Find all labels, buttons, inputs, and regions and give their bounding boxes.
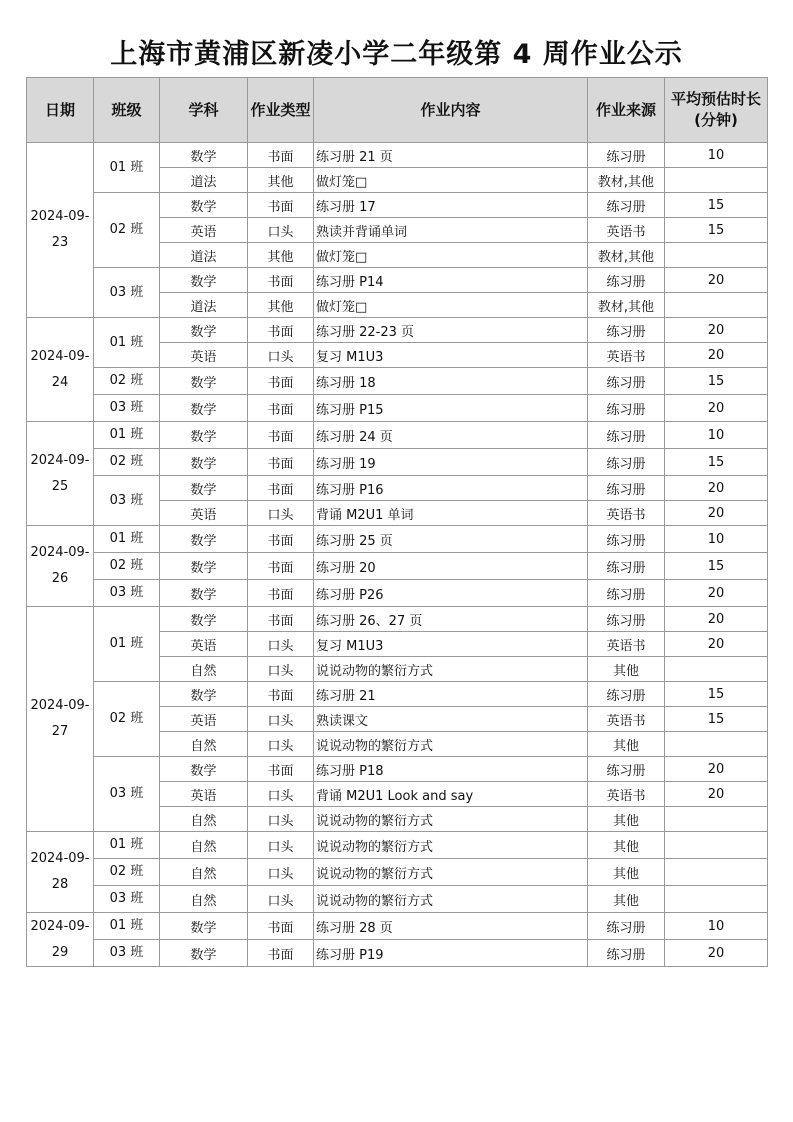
type-cell: 书面 <box>248 193 314 218</box>
subject-cell: 数学 <box>160 395 248 422</box>
type-cell: 口头 <box>248 782 314 807</box>
header-source: 作业来源 <box>588 78 665 143</box>
header-content: 作业内容 <box>314 78 588 143</box>
type-cell: 书面 <box>248 526 314 553</box>
table-row <box>27 422 768 449</box>
subject-cell: 数学 <box>160 757 248 782</box>
subject-cell: 自然 <box>160 657 248 682</box>
subject-cell: 数学 <box>160 268 248 293</box>
class-cell: 02 班 <box>94 193 160 268</box>
content-cell: 熟读课文 <box>314 707 588 732</box>
duration-cell: 10 <box>665 422 768 449</box>
duration-cell <box>665 657 768 682</box>
content-cell: 练习册 24 页 <box>314 422 588 449</box>
class-cell: 03 班 <box>94 395 160 422</box>
source-cell: 教材,其他 <box>588 168 665 193</box>
subject-cell: 数学 <box>160 526 248 553</box>
type-cell: 口头 <box>248 632 314 657</box>
source-cell: 教材,其他 <box>588 293 665 318</box>
type-cell: 书面 <box>248 757 314 782</box>
header-row <box>27 78 768 143</box>
class-cell: 03 班 <box>94 580 160 607</box>
source-cell: 英语书 <box>588 707 665 732</box>
content-cell: 练习册 P14 <box>314 268 588 293</box>
date-cell: 2024-09-27 <box>27 607 94 832</box>
type-cell: 书面 <box>248 476 314 501</box>
type-cell: 口头 <box>248 343 314 368</box>
source-cell: 练习册 <box>588 913 665 940</box>
source-cell: 其他 <box>588 832 665 859</box>
source-cell: 其他 <box>588 859 665 886</box>
date-cell: 2024-09-28 <box>27 832 94 913</box>
type-cell: 书面 <box>248 940 314 967</box>
table-row <box>27 757 768 782</box>
type-cell: 书面 <box>248 553 314 580</box>
duration-cell <box>665 807 768 832</box>
source-cell: 练习册 <box>588 268 665 293</box>
class-cell: 02 班 <box>94 859 160 886</box>
subject-cell: 自然 <box>160 886 248 913</box>
duration-cell: 10 <box>665 913 768 940</box>
subject-cell: 道法 <box>160 168 248 193</box>
source-cell: 练习册 <box>588 449 665 476</box>
duration-cell <box>665 243 768 268</box>
class-cell: 03 班 <box>94 940 160 967</box>
subject-cell: 数学 <box>160 940 248 967</box>
duration-cell: 20 <box>665 757 768 782</box>
type-cell: 其他 <box>248 293 314 318</box>
type-cell: 书面 <box>248 318 314 343</box>
table-row <box>27 143 768 168</box>
header-type: 作业类型 <box>248 78 314 143</box>
type-cell: 其他 <box>248 168 314 193</box>
source-cell: 英语书 <box>588 218 665 243</box>
duration-cell: 20 <box>665 782 768 807</box>
content-cell: 练习册 28 页 <box>314 913 588 940</box>
table-row <box>27 859 768 886</box>
header-duration: 平均预估时长(分钟) <box>665 78 768 143</box>
subject-cell: 数学 <box>160 607 248 632</box>
date-cell: 2024-09-24 <box>27 318 94 422</box>
type-cell: 书面 <box>248 268 314 293</box>
content-cell: 说说动物的繁衍方式 <box>314 807 588 832</box>
subject-cell: 数学 <box>160 143 248 168</box>
duration-cell: 20 <box>665 501 768 526</box>
source-cell: 练习册 <box>588 580 665 607</box>
source-cell: 英语书 <box>588 632 665 657</box>
content-cell: 说说动物的繁衍方式 <box>314 657 588 682</box>
content-cell: 练习册 25 页 <box>314 526 588 553</box>
content-cell: 练习册 P18 <box>314 757 588 782</box>
class-cell: 01 班 <box>94 526 160 553</box>
content-cell: 复习 M1U3 <box>314 632 588 657</box>
subject-cell: 英语 <box>160 343 248 368</box>
table-row <box>27 580 768 607</box>
source-cell: 英语书 <box>588 501 665 526</box>
type-cell: 口头 <box>248 807 314 832</box>
subject-cell: 数学 <box>160 913 248 940</box>
homework-table <box>26 77 768 967</box>
source-cell: 练习册 <box>588 318 665 343</box>
subject-cell: 自然 <box>160 807 248 832</box>
subject-cell: 数学 <box>160 318 248 343</box>
table-row <box>27 395 768 422</box>
type-cell: 口头 <box>248 859 314 886</box>
date-cell: 2024-09-25 <box>27 422 94 526</box>
duration-cell: 20 <box>665 607 768 632</box>
subject-cell: 道法 <box>160 293 248 318</box>
type-cell: 书面 <box>248 395 314 422</box>
source-cell: 英语书 <box>588 343 665 368</box>
content-cell: 练习册 19 <box>314 449 588 476</box>
class-cell: 01 班 <box>94 832 160 859</box>
type-cell: 书面 <box>248 449 314 476</box>
page-title: 上海市黄浦区新凌小学二年级第 4 周作业公示 <box>110 39 683 70</box>
content-cell: 练习册 P15 <box>314 395 588 422</box>
table-row <box>27 607 768 632</box>
class-cell: 01 班 <box>94 422 160 449</box>
duration-cell: 20 <box>665 395 768 422</box>
class-cell: 02 班 <box>94 553 160 580</box>
subject-cell: 数学 <box>160 368 248 395</box>
type-cell: 口头 <box>248 501 314 526</box>
class-cell: 03 班 <box>94 268 160 318</box>
duration-cell: 20 <box>665 476 768 501</box>
subject-cell: 数学 <box>160 193 248 218</box>
duration-cell <box>665 293 768 318</box>
type-cell: 口头 <box>248 657 314 682</box>
content-cell: 说说动物的繁衍方式 <box>314 732 588 757</box>
duration-cell: 20 <box>665 580 768 607</box>
duration-cell <box>665 886 768 913</box>
subject-cell: 英语 <box>160 632 248 657</box>
table-row <box>27 268 768 293</box>
source-cell: 练习册 <box>588 682 665 707</box>
content-cell: 练习册 P26 <box>314 580 588 607</box>
content-cell: 练习册 20 <box>314 553 588 580</box>
source-cell: 其他 <box>588 886 665 913</box>
source-cell: 练习册 <box>588 607 665 632</box>
subject-cell: 数学 <box>160 449 248 476</box>
table-row <box>27 553 768 580</box>
table-row <box>27 526 768 553</box>
class-cell: 01 班 <box>94 318 160 368</box>
duration-cell <box>665 832 768 859</box>
type-cell: 口头 <box>248 732 314 757</box>
source-cell: 其他 <box>588 732 665 757</box>
class-cell: 02 班 <box>94 368 160 395</box>
type-cell: 口头 <box>248 886 314 913</box>
table-row <box>27 449 768 476</box>
class-cell: 01 班 <box>94 913 160 940</box>
header-subject: 学科 <box>160 78 248 143</box>
content-cell: 练习册 26、27 页 <box>314 607 588 632</box>
table-row <box>27 318 768 343</box>
duration-cell <box>665 859 768 886</box>
class-cell: 02 班 <box>94 449 160 476</box>
table-row <box>27 682 768 707</box>
duration-cell: 15 <box>665 553 768 580</box>
table-row <box>27 193 768 218</box>
subject-cell: 数学 <box>160 682 248 707</box>
duration-cell: 20 <box>665 318 768 343</box>
duration-cell: 20 <box>665 343 768 368</box>
content-cell: 背诵 M2U1 单词 <box>314 501 588 526</box>
source-cell: 练习册 <box>588 422 665 449</box>
subject-cell: 自然 <box>160 732 248 757</box>
content-cell: 熟读并背诵单词 <box>314 218 588 243</box>
source-cell: 练习册 <box>588 476 665 501</box>
source-cell: 练习册 <box>588 193 665 218</box>
type-cell: 书面 <box>248 143 314 168</box>
type-cell: 其他 <box>248 243 314 268</box>
source-cell: 练习册 <box>588 526 665 553</box>
content-cell: 说说动物的繁衍方式 <box>314 859 588 886</box>
header-class: 班级 <box>94 78 160 143</box>
source-cell: 练习册 <box>588 553 665 580</box>
content-cell: 练习册 P19 <box>314 940 588 967</box>
content-cell: 练习册 P16 <box>314 476 588 501</box>
subject-cell: 英语 <box>160 218 248 243</box>
table-row <box>27 886 768 913</box>
content-cell: 练习册 22-23 页 <box>314 318 588 343</box>
source-cell: 练习册 <box>588 757 665 782</box>
class-cell: 03 班 <box>94 476 160 526</box>
type-cell: 口头 <box>248 707 314 732</box>
duration-cell: 15 <box>665 707 768 732</box>
duration-cell <box>665 168 768 193</box>
type-cell: 书面 <box>248 368 314 395</box>
duration-cell <box>665 732 768 757</box>
table-row <box>27 940 768 967</box>
table-row <box>27 832 768 859</box>
source-cell: 练习册 <box>588 940 665 967</box>
subject-cell: 英语 <box>160 782 248 807</box>
subject-cell: 自然 <box>160 832 248 859</box>
date-cell: 2024-09-26 <box>27 526 94 607</box>
type-cell: 书面 <box>248 580 314 607</box>
source-cell: 练习册 <box>588 395 665 422</box>
subject-cell: 英语 <box>160 501 248 526</box>
content-cell: 说说动物的繁衍方式 <box>314 832 588 859</box>
subject-cell: 数学 <box>160 580 248 607</box>
date-cell: 2024-09-23 <box>27 143 94 318</box>
type-cell: 口头 <box>248 832 314 859</box>
duration-cell: 15 <box>665 449 768 476</box>
type-cell: 口头 <box>248 218 314 243</box>
subject-cell: 数学 <box>160 422 248 449</box>
source-cell: 练习册 <box>588 368 665 395</box>
class-cell: 03 班 <box>94 757 160 832</box>
class-cell: 01 班 <box>94 607 160 682</box>
content-cell: 练习册 21 <box>314 682 588 707</box>
content-cell: 说说动物的繁衍方式 <box>314 886 588 913</box>
source-cell: 教材,其他 <box>588 243 665 268</box>
source-cell: 练习册 <box>588 143 665 168</box>
duration-cell: 15 <box>665 682 768 707</box>
table-body <box>27 143 768 967</box>
subject-cell: 数学 <box>160 476 248 501</box>
type-cell: 书面 <box>248 422 314 449</box>
source-cell: 其他 <box>588 807 665 832</box>
content-cell: 背诵 M2U1 Look and say <box>314 782 588 807</box>
source-cell: 英语书 <box>588 782 665 807</box>
type-cell: 书面 <box>248 913 314 940</box>
class-cell: 03 班 <box>94 886 160 913</box>
duration-cell: 15 <box>665 193 768 218</box>
source-cell: 其他 <box>588 657 665 682</box>
content-cell: 做灯笼□ <box>314 293 588 318</box>
class-cell: 01 班 <box>94 143 160 193</box>
duration-cell: 20 <box>665 632 768 657</box>
content-cell: 做灯笼□ <box>314 168 588 193</box>
content-cell: 复习 M1U3 <box>314 343 588 368</box>
subject-cell: 道法 <box>160 243 248 268</box>
table-row <box>27 368 768 395</box>
duration-cell: 20 <box>665 940 768 967</box>
type-cell: 书面 <box>248 682 314 707</box>
duration-cell: 10 <box>665 143 768 168</box>
type-cell: 书面 <box>248 607 314 632</box>
content-cell: 练习册 21 页 <box>314 143 588 168</box>
header-date: 日期 <box>27 78 94 143</box>
content-cell: 练习册 18 <box>314 368 588 395</box>
duration-cell: 15 <box>665 368 768 395</box>
content-cell: 练习册 17 <box>314 193 588 218</box>
subject-cell: 自然 <box>160 859 248 886</box>
date-cell: 2024-09-29 <box>27 913 94 967</box>
subject-cell: 英语 <box>160 707 248 732</box>
subject-cell: 数学 <box>160 553 248 580</box>
duration-cell: 10 <box>665 526 768 553</box>
class-cell: 02 班 <box>94 682 160 757</box>
table-row <box>27 476 768 501</box>
duration-cell: 20 <box>665 268 768 293</box>
content-cell: 做灯笼□ <box>314 243 588 268</box>
table-row <box>27 913 768 940</box>
duration-cell: 15 <box>665 218 768 243</box>
